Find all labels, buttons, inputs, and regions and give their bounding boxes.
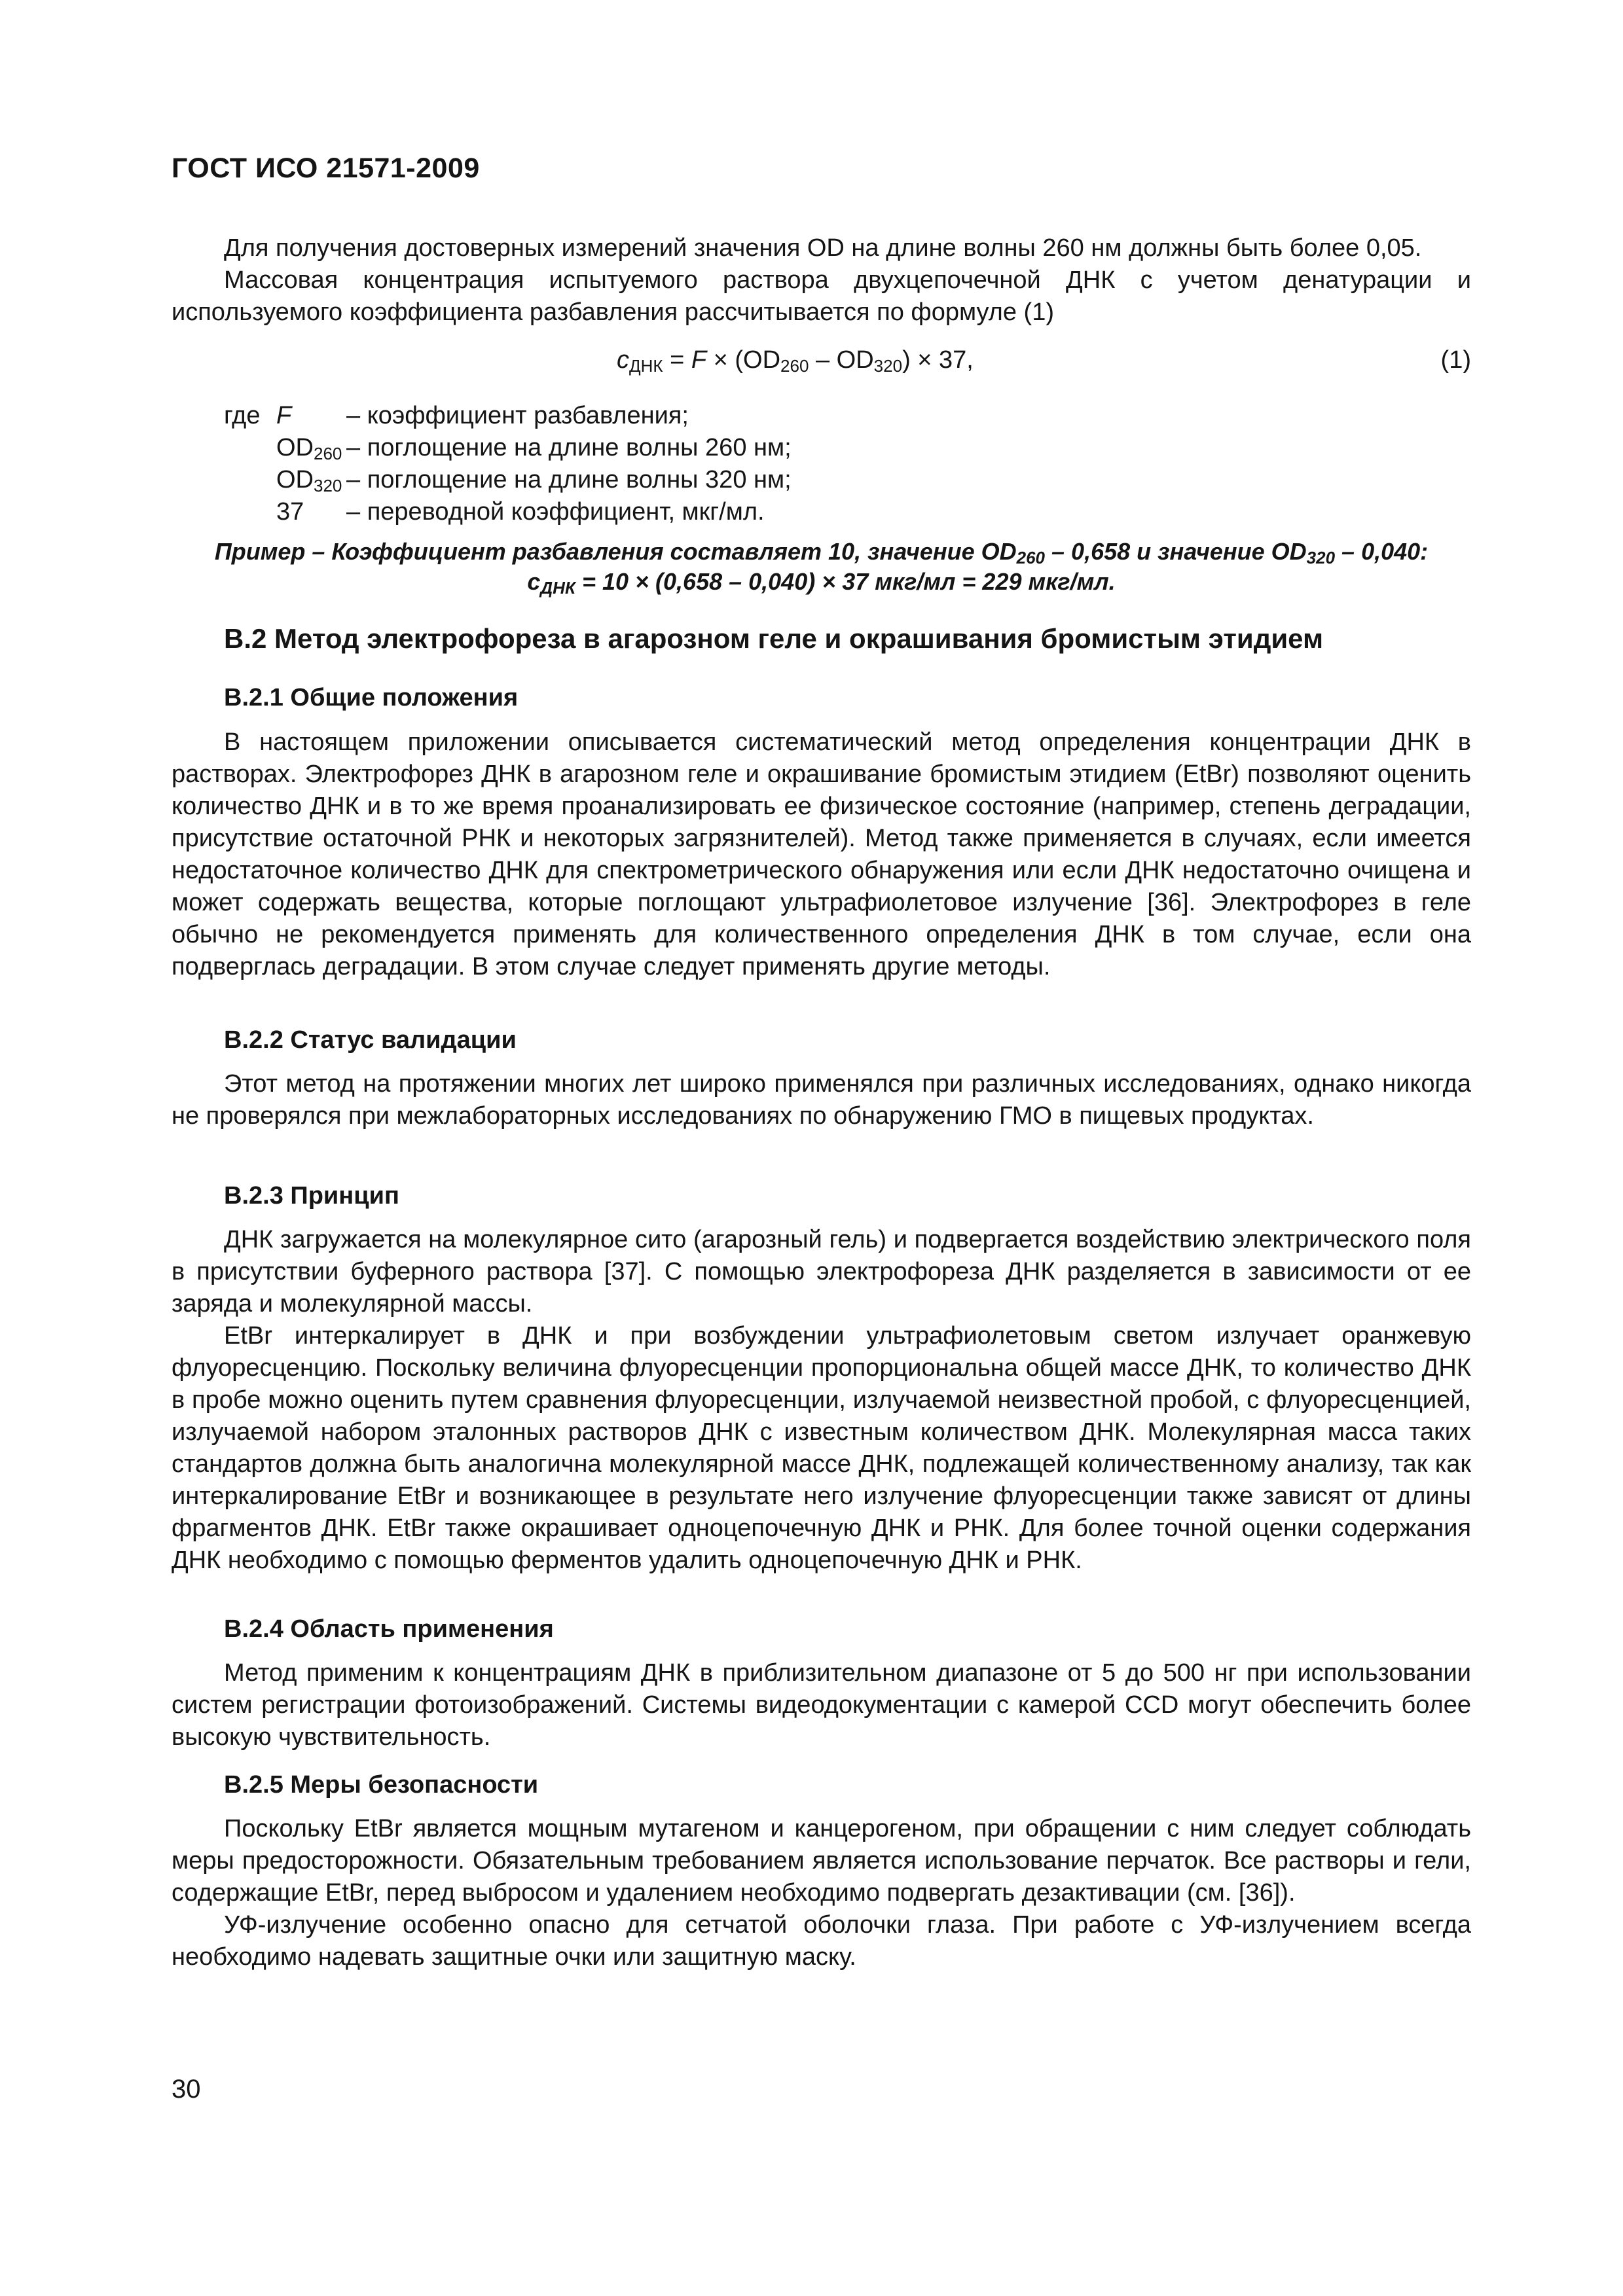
formula-legend [224, 400, 792, 528]
intro-text [172, 232, 1471, 329]
legend-row [224, 464, 792, 496]
section-b23-body [172, 1224, 1471, 1577]
section-b24-title: В.2.4 Область применения [224, 1615, 554, 1643]
example-line-2: $c_{ДНК} = 10 \times (0,658 - 0,040) \times 37$ мкг/мл = 229 мкг/мл. [527, 568, 1116, 598]
section-b24-body [172, 1657, 1471, 1753]
section-b22-body [172, 1068, 1471, 1132]
legend-description: – коэффициент разбавления; [346, 402, 689, 429]
intro-paragraph-1: Для получения достоверных измерений значения OD на длине волны 260 нм должны быть более 0,05. [224, 234, 1422, 262]
section-b23-paragraph-2: EtBr интеркалирует в ДНК и при возбуждении ультрафиолетовым светом излучает оранжевую флуоресценцию. Поскольку величина флуоресценции пропорциональна общей массе ДНК, то количество ДНК в пробе можно оценить путем сравнения флуоресценции, излучаемой неизвестной пробой, с флуоресценцией, излучаемой набором эталонных растворов ДНК с известным количеством ДНК. Молекулярная масса таких стандартов должна быть аналогична молекулярной массе ДНК, подлежащей количественному анализу, так как интеркалирование EtBr и возникающее в результате него излучение флуоресценции также зависят от длины фрагментов ДНК. EtBr также окрашивает одноцепочечную ДНК и РНК. Для более точной оценки содержания ДНК необходимо с помощью ферментов удалить одноцепочечную ДНК и РНК. [172, 1322, 1471, 1574]
section-b21-paragraph: В настоящем приложении описывается систематический метод определения концентрации ДНК в растворах. Электрофорез ДНК в агарозном геле и окрашивание бромистым этидием (EtBr) позволяют оценить количество ДНК и в то же время проанализировать ее физическое состояние (например, степень деградации, присутствие остаточной РНК и некоторых загрязнителей). Метод также применяется в случаях, если имеется недостаточное количество ДНК для спектрометрического обнаружения или если ДНК недостаточно очищена и может содержать вещества, которые поглощают ультрафиолетовое излучение [36]. Электрофорез в геле обычно не рекомендуется применять для количественного определения ДНК в том случае, если она подверглась деградации. В этом случае следует применять другие методы. [172, 728, 1471, 980]
formula-number: (1) [1440, 346, 1471, 374]
legend-description: – поглощение на длине волны 260 нм; [346, 434, 792, 461]
page-number: 30 [172, 2075, 201, 2104]
legend-row [224, 496, 792, 528]
section-b21-title: В.2.1 Общие положения [224, 684, 519, 711]
section-b21-body [172, 726, 1471, 983]
section-b23-paragraph-1: ДНК загружается на молекулярное сито (агарозный гель) и подвергается воздействию электрического поля в присутствии буферного раствора [37]. С помощью электрофореза ДНК разделяется в зависимости от ее заряда и молекулярной массы. [172, 1226, 1471, 1318]
legend-symbol: F [276, 402, 292, 429]
legend-symbol: 37 [276, 498, 304, 526]
example-line-1: Пример – Коэффициент разбавления составляет 10, значение $OD_{260} - 0,658$ и значение $OD_{320} - 0,040$: [214, 538, 1429, 567]
section-b22-title: В.2.2 Статус валидации [224, 1026, 517, 1054]
legend-description: – переводной коэффициент, мкг/мл. [346, 498, 765, 526]
formula-expression: $c_{ДНК} = F \times (OD_{260} - OD_{320}) \times 37$, [617, 346, 974, 376]
legend-symbol: $OD_{320}$ [276, 466, 342, 495]
section-b25-title: В.2.5 Меры безопасности [224, 1771, 539, 1799]
legend-description: – поглощение на длине волны 320 нм; [346, 466, 792, 493]
section-b24-paragraph: Метод применим к концентрациям ДНК в приблизительном диапазоне от 5 до 500 нг при использовании систем регистрации фотоизображений. Системы видеодокументации с камерой CCD могут обеспечить более высокую чувствительность. [172, 1659, 1471, 1751]
section-b25-paragraph-1: Поскольку EtBr является мощным мутагеном и канцерогеном, при обращении с ним следует соблюдать меры предосторожности. Обязательным требованием является использование перчаток. Все растворы и гели, содержащие EtBr, перед выбросом и удалением необходимо подвергать дезактивации (см. [36]). [172, 1815, 1471, 1907]
legend-row [224, 400, 792, 432]
legend-row [224, 432, 792, 464]
section-b2-title: В.2 Метод электрофореза в агарозном геле и окрашивания бромистым этидием [224, 623, 1324, 654]
intro-paragraph-2: Массовая концентрация испытуемого раствора двухцепочечной ДНК с учетом денатурации и используемого коэффициента разбавления рассчитывается по формуле (1) [172, 266, 1471, 326]
legend-where: где [224, 402, 261, 429]
section-b25-body [172, 1813, 1471, 1973]
example-block [172, 537, 1471, 597]
section-b25-paragraph-2: УФ-излучение особенно опасно для сетчатой оболочки глаза. При работе с УФ-излучением всегда необходимо надевать защитные очки или защитную маску. [172, 1911, 1471, 1971]
standard-header: ГОСТ ИСО 21571-2009 [172, 152, 480, 184]
legend-symbol: $OD_{260}$ [276, 434, 342, 463]
section-b23-title: В.2.3 Принцип [224, 1182, 399, 1210]
section-b22-paragraph: Этот метод на протяжении многих лет широко применялся при различных исследованиях, однако никогда не проверялся при межлабораторных исследованиях по обнаружению ГМО в пищевых продуктах. [172, 1070, 1471, 1130]
